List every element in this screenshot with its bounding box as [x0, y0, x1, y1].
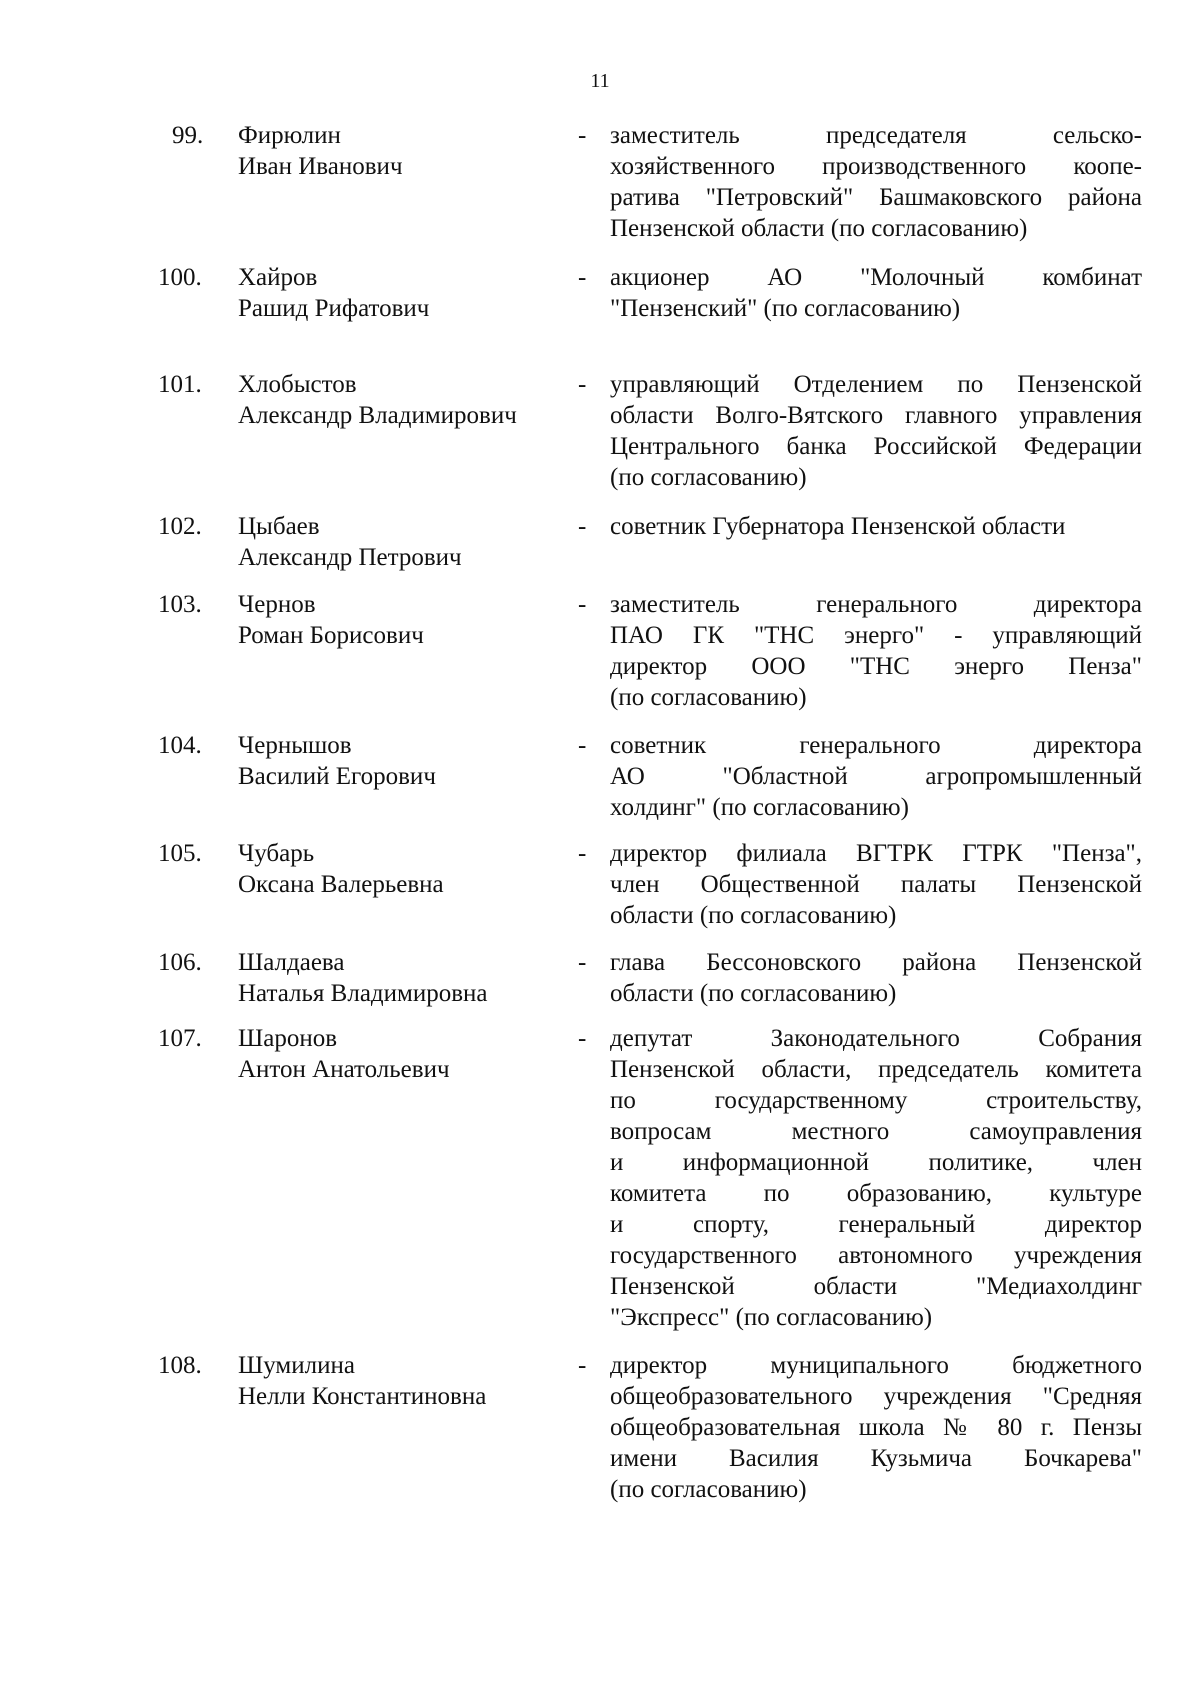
member-surname: Фирюлин: [238, 122, 341, 149]
member-given-names: Оксана Валерьевна: [238, 871, 444, 898]
page-number: 11: [590, 70, 610, 92]
member-surname: Чубарь: [238, 840, 315, 867]
member-position: [610, 262, 1142, 324]
separator-dash: -: [578, 732, 587, 759]
entry-number: 99.: [172, 122, 204, 149]
member-position: [610, 120, 1142, 244]
member-surname: Чернышов: [238, 732, 352, 759]
member-name: [238, 589, 568, 651]
separator-dash: -: [578, 1025, 587, 1052]
position-line: глава Бессоновского района Пензенской: [610, 949, 1142, 976]
entry-number: 102.: [158, 513, 202, 540]
member-given-names: Александр Владимирович: [238, 402, 517, 429]
position-line: общеобразовательного учреждения "Средняя: [610, 1383, 1142, 1410]
position-line: Пензенской области, председатель комитета: [610, 1056, 1142, 1083]
member-surname: Шаронов: [238, 1025, 337, 1052]
member-name: [238, 262, 568, 324]
separator-dash: -: [578, 949, 587, 976]
entry-number: 101.: [158, 371, 202, 398]
member-surname: Чернов: [238, 591, 316, 618]
separator-dash: -: [578, 1352, 587, 1379]
entry-number: 104.: [158, 732, 202, 759]
position-line: области Волго-Вятского главного управления: [610, 402, 1142, 429]
position-line: вопросам местного самоуправления: [610, 1118, 1142, 1145]
position-line: (по согласованию): [610, 1476, 807, 1503]
position-line: общеобразовательная школа № 80 г. Пензы: [610, 1414, 1142, 1441]
member-name: [238, 511, 568, 573]
member-given-names: Иван Иванович: [238, 153, 403, 180]
member-given-names: Антон Анатольевич: [238, 1056, 450, 1083]
position-line: управляющий Отделением по Пензенской: [610, 371, 1142, 398]
position-line: Пензенской области "Медиахолдинг: [610, 1273, 1142, 1300]
member-given-names: Наталья Владимировна: [238, 980, 488, 1007]
position-line: (по согласованию): [610, 464, 807, 491]
position-line: депутат Законодательного Собрания: [610, 1025, 1142, 1052]
position-line: заместитель генерального директора: [610, 591, 1142, 618]
position-line: и информационной политике, член: [610, 1149, 1142, 1176]
position-line: комитета по образованию, культуре: [610, 1180, 1142, 1207]
position-line: советник Губернатора Пензенской области: [610, 513, 1066, 540]
position-line: "Экспресс" (по согласованию): [610, 1304, 933, 1331]
entry-number: 105.: [158, 840, 202, 867]
entry-number: 108.: [158, 1352, 202, 1379]
member-name: [238, 730, 568, 792]
member-given-names: Василий Егорович: [238, 763, 436, 790]
position-line: директор ООО "ТНС энерго Пенза": [610, 653, 1142, 680]
entry-number: 106.: [158, 949, 202, 976]
member-given-names: Рашид Рифатович: [238, 295, 430, 322]
member-position: [610, 589, 1142, 713]
member-surname: Хлобыстов: [238, 371, 357, 398]
member-surname: Шалдаева: [238, 949, 345, 976]
member-position: [610, 1350, 1142, 1505]
member-name: [238, 947, 568, 1009]
position-line: имени Василия Кузьмича Бочкарева": [610, 1445, 1142, 1472]
member-given-names: Александр Петрович: [238, 544, 462, 571]
member-given-names: Нелли Константиновна: [238, 1383, 487, 1410]
entry-number: 103.: [158, 591, 202, 618]
position-line: и спорту, генеральный директор: [610, 1211, 1142, 1238]
member-surname: Цыбаев: [238, 513, 320, 540]
position-line: области (по согласованию): [610, 902, 897, 929]
position-line: государственного автономного учреждения: [610, 1242, 1142, 1269]
member-name: [238, 120, 568, 182]
member-name: [238, 1023, 568, 1085]
separator-dash: -: [578, 513, 587, 540]
position-line: АО "Областной агропромышленный: [610, 763, 1142, 790]
member-name: [238, 1350, 568, 1412]
position-line: (по согласованию): [610, 684, 807, 711]
position-line: директор муниципального бюджетного: [610, 1352, 1142, 1379]
separator-dash: -: [578, 122, 587, 149]
position-line: холдинг" (по согласованию): [610, 794, 909, 821]
member-name: [238, 369, 568, 431]
position-line: Пензенской области (по согласованию): [610, 215, 1028, 242]
entry-number: 100.: [158, 264, 202, 291]
separator-dash: -: [578, 371, 587, 398]
member-position: [610, 1023, 1142, 1333]
position-line: ПАО ГК "ТНС энерго" - управляющий: [610, 622, 1142, 649]
position-line: советник генерального директора: [610, 732, 1142, 759]
position-line: области (по согласованию): [610, 980, 897, 1007]
member-position: [610, 838, 1142, 931]
member-surname: Хайров: [238, 264, 318, 291]
entry-number: 107.: [158, 1025, 202, 1052]
separator-dash: -: [578, 264, 587, 291]
position-line: ратива "Петровский" Башмаковского района: [610, 184, 1142, 211]
position-line: директор филиала ВГТРК ГТРК "Пенза",: [610, 840, 1142, 867]
member-name: [238, 838, 568, 900]
member-position: [610, 947, 1142, 1009]
separator-dash: -: [578, 591, 587, 618]
member-surname: Шумилина: [238, 1352, 355, 1379]
member-position: [610, 511, 1142, 542]
member-position: [610, 730, 1142, 823]
position-line: "Пензенский" (по согласованию): [610, 295, 961, 322]
separator-dash: -: [578, 840, 587, 867]
member-given-names: Роман Борисович: [238, 622, 424, 649]
position-line: хозяйственного производственного коопе-: [610, 153, 1142, 180]
position-line: акционер АО "Молочный комбинат: [610, 264, 1142, 291]
position-line: заместитель председателя сельско-: [610, 122, 1142, 149]
position-line: по государственному строительству,: [610, 1087, 1142, 1114]
position-line: Центрального банка Российской Федерации: [610, 433, 1142, 460]
position-line: член Общественной палаты Пензенской: [610, 871, 1142, 898]
member-position: [610, 369, 1142, 493]
